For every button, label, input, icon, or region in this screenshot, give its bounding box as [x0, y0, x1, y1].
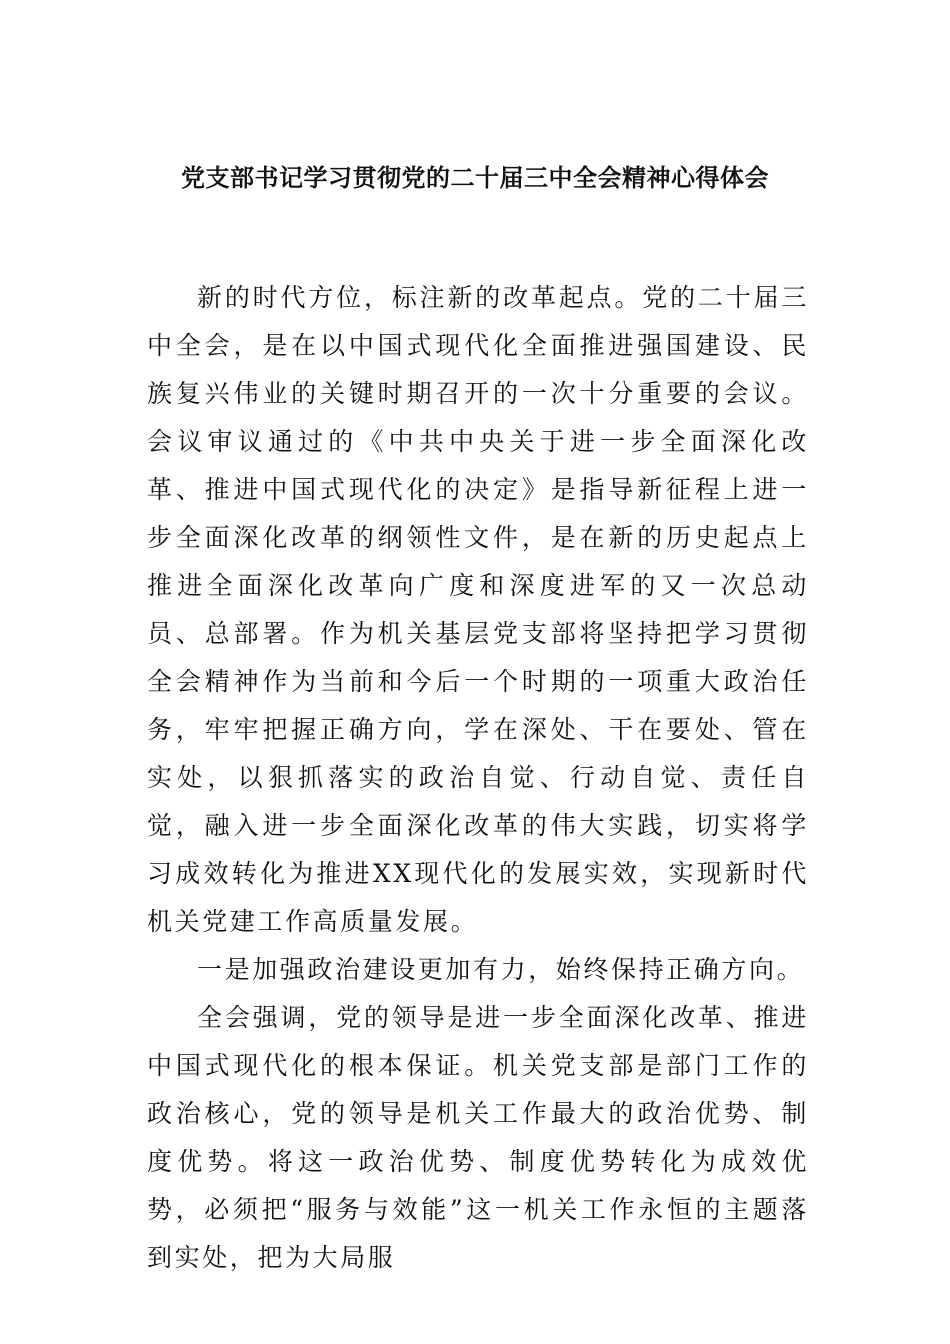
paragraph-section-1: 全会强调，党的领导是进一步全面深化改革、推进中国式现代化的根本保证。机关党支部是部门工作的政治核心，党的领导是机关工作最大的政治优势、制度优势。将这一政治优势、制度优势转化为成效优势，必须把“服务与效能”这一机关工作永恒的主题落到实处，把为大局服: [147, 1003, 809, 1272]
section-heading-1: 一是加强政治建设更加有力，始终保持正确方向。: [197, 955, 805, 984]
paragraph-intro: 新的时代方位，标注新的改革起点。党的二十届三中全会，是在以中国式现代化全面推进强国建设、民族复兴伟业的关键时期召开的一次十分重要的会议。会议审议通过的《中共中央关于进一步全面深化改革、推进中国式现代化的决定》是指导新征程上进一步全面深化改革的纲领性文件，是在新的历史起点上推进全面深化改革向广度和深度进军的又一次总动员、总部署。作为机关基层党支部将坚持把学习贯彻全会精神作为当前和今后一个时期的一项重大政治任务，牢牢把握正确方向，学在深处、干在要处、管在实处，以狠抓落实的政治自觉、行动自觉、责任自觉，融入进一步全面深化改革的伟大实践，切实将学习成效转化为推进XX现代化的发展实效，实现新时代机关党建工作高质量发展。: [147, 283, 809, 936]
document-body: [147, 274, 809, 1282]
document-title: 党支部书记学习贯彻党的二十届三中全会精神心得体会: [181, 163, 769, 192]
